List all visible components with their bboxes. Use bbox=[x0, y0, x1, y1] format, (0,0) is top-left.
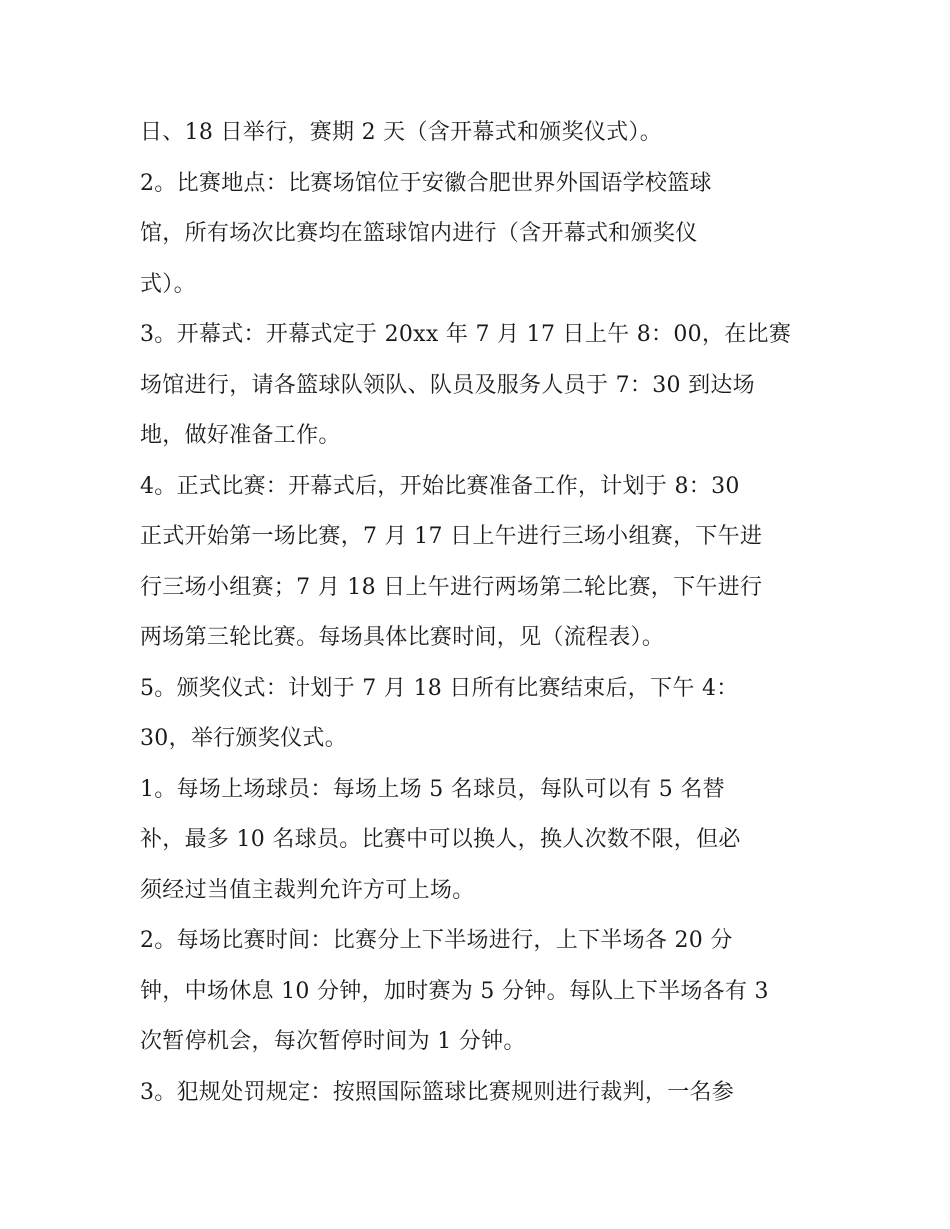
text-line: 正式开始第一场比赛，7 月 17 日上午进行三场小组赛，下午进 bbox=[140, 524, 763, 549]
text-line: 地，做好准备工作。 bbox=[140, 423, 341, 448]
text-line: 补，最多 10 名球员。比赛中可以换人，换人次数不限，但必 bbox=[140, 827, 741, 852]
text-line: 1。每场上场球员：每场上场 5 名球员，每队可以有 5 名替 bbox=[140, 776, 725, 802]
document-body bbox=[140, 108, 820, 1118]
text-line: 式）。 bbox=[140, 271, 196, 297]
text-line: 两场第三轮比赛。每场具体比赛时间，见（流程表）。 bbox=[140, 625, 665, 650]
text-line: 馆，所有场次比赛均在篮球馆内进行（含开幕式和颁奖仪 bbox=[140, 221, 698, 246]
text-line: 日、18 日举行，赛期 2 天（含开幕式和颁奖仪式）。 bbox=[140, 120, 663, 145]
text-line: 场馆进行，请各篮球队领队、队员及服务人员于 7：30 到达场 bbox=[140, 372, 755, 398]
text-line: 行三场小组赛；7 月 18 日上午进行两场第二轮比赛，下午进行 bbox=[140, 574, 763, 600]
text-line: 2。比赛地点：比赛场馆位于安徽合肥世界外国语学校篮球 bbox=[140, 170, 712, 196]
text-line: 3。开幕式：开幕式定于 20xx 年 7 月 17 日上午 8：00，在比赛 bbox=[140, 322, 792, 347]
text-line: 3。犯规处罚规定：按照国际篮球比赛规则进行裁判，一名参 bbox=[140, 1079, 735, 1105]
text-line: 2。每场比赛时间：比赛分上下半场进行，上下半场各 20 分 bbox=[140, 928, 733, 953]
text-line: 须经过当值主裁判允许方可上场。 bbox=[140, 877, 475, 903]
text-line: 5。颁奖仪式：计划于 7 月 18 日所有比赛结束后，下午 4： bbox=[140, 675, 739, 701]
text-line: 次暂停机会，每次暂停时间为 1 分钟。 bbox=[140, 1029, 526, 1054]
text-line: 钟，中场休息 10 分钟，加时赛为 5 分钟。每队上下半场各有 3 bbox=[140, 978, 769, 1004]
text-line: 4。正式比赛：开幕式后，开始比赛准备工作，计划于 8：30 bbox=[140, 473, 740, 499]
text-line: 30，举行颁奖仪式。 bbox=[140, 726, 347, 751]
